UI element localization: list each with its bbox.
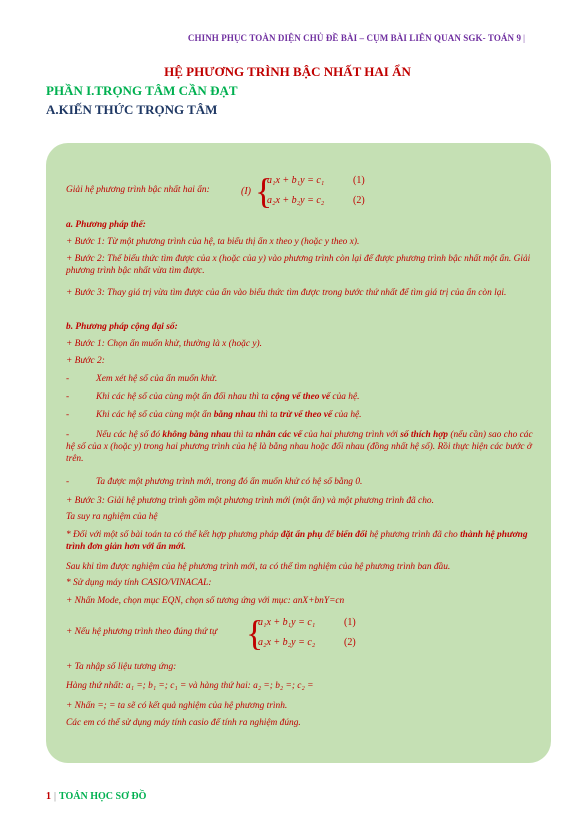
system-1-n1: (1) bbox=[353, 175, 365, 186]
footer-title: TOÁN HỌC SƠ ĐỒ bbox=[59, 791, 147, 802]
method-a-heading: a. Phương pháp thế: bbox=[66, 220, 146, 230]
dash-5: - bbox=[66, 477, 70, 487]
intro-text: Giải hệ phương trình bậc nhất hai ẩn: bbox=[66, 185, 210, 195]
running-header: CHINH PHỤC TOÀN DIỆN CHỦ ĐỀ BÀI – CỤM BÀI LIÊN QUAN SGK- TOÁN 9 | bbox=[187, 33, 525, 43]
method-b-detail-1: Xem xét hệ số của ẩn muốn khử. bbox=[96, 374, 218, 384]
system-2-n1: (1) bbox=[344, 617, 356, 628]
method-b-conclusion: Ta suy ra nghiệm của hệ bbox=[66, 512, 158, 522]
method-b-detail-3: Khi các hệ số của cùng một ẩn bằng nhau thì ta trừ vế theo vế của hệ. bbox=[96, 410, 362, 420]
method-b-step3: + Bước 3: Giải hệ phương trình gồm một phương trình mới (một ẩn) và một phương trình đã cho. bbox=[66, 496, 434, 506]
page-footer: 1 | TOÁN HỌC SƠ ĐỒ bbox=[46, 791, 147, 802]
dash-3: - bbox=[66, 410, 70, 420]
knowledge-box bbox=[46, 143, 551, 763]
method-a-step1: + Bước 1: Từ một phương trình của hệ, ta biểu thị ẩn x theo y (hoặc y theo x). bbox=[66, 237, 360, 247]
dash-4: - bbox=[66, 430, 70, 440]
note-result: Sau khi tìm được nghiệm của hệ phương trình mới, ta có thể tìm nghiệm của hệ phương trình ban đầu. bbox=[66, 562, 451, 572]
system-1-eq2: a₂x + b₂y = c₂ bbox=[267, 195, 325, 206]
casio-step-rows: Hàng thứ nhất: a₁ =; b₁ =; c₁ = và hàng thứ hai: a₂ =; b₂ =; c₂ = bbox=[66, 681, 314, 691]
system-1-eq1: a₁x + b₁y = c₁ bbox=[267, 175, 325, 186]
system-1-brace: { bbox=[255, 171, 273, 211]
casio-heading: * Sử dụng máy tính CASIO/VINACAL: bbox=[66, 578, 212, 588]
casio-step-input: + Ta nhập số liệu tương ứng: bbox=[66, 662, 177, 672]
system-2-n2: (2) bbox=[344, 637, 356, 648]
method-b-step2: + Bước 2: bbox=[66, 356, 105, 366]
method-a-step2: + Bước 2: Thế biểu thức tìm được của x (hoặc của y) vào phương trình còn lại để được phương trình bậc nhất một ẩn. Giải phương trình bậc nhất vừa tìm được. bbox=[66, 254, 531, 276]
system-1 bbox=[241, 171, 391, 213]
system-1-label: (I) bbox=[241, 186, 251, 197]
system-2-brace: { bbox=[246, 613, 264, 653]
casio-step-result: + Nhấn =; = ta sẽ có kết quả nghiệm của hệ phương trình. bbox=[66, 701, 288, 711]
section-heading: A.KIẾN THỨC TRỌNG TÂM bbox=[46, 102, 218, 117]
method-b-detail-5: Ta được một phương trình mới, trong đó ẩn muốn khử có hệ số bằng 0. bbox=[96, 477, 363, 487]
casio-closing: Các em có thể sử dụng máy tính casio để tính ra nghiệm đúng. bbox=[66, 718, 301, 728]
method-a-step3: + Bước 3: Thay giá trị vừa tìm được của ẩn vào biểu thức tìm được trong bước thứ nhất để tìm giá trị của ẩn còn lại. bbox=[66, 288, 507, 298]
casio-step-order: + Nếu hệ phương trình theo đúng thứ tự bbox=[66, 627, 218, 637]
casio-step-mode: + Nhấn Mode, chọn mục EQN, chọn số tương ứng với mục: anX+bnY=cn bbox=[66, 596, 345, 606]
system-2-eq1: a₁x + b₁y = c₁ bbox=[258, 617, 316, 628]
method-b-detail-4: Nếu các hệ số đó không bằng nhau thì ta nhân các vế của hai phương trình với số thích hợp (nếu cần) sao cho các hệ số của x (hoặc y) trong hai phương trình của hệ là bằng nhau hoặc đối nhau (đồng nhất hệ số). Rồi thực hiện các bước ở trên. bbox=[66, 430, 533, 464]
dash-1: - bbox=[66, 374, 70, 384]
system-1-n2: (2) bbox=[353, 195, 365, 206]
system-2-eq2: a₂x + b₂y = c₂ bbox=[258, 637, 316, 648]
method-b-heading: b. Phương pháp cộng đại số: bbox=[66, 322, 178, 332]
note-substitution: * Đối với một số bài toán ta có thể kết hợp phương pháp đặt ẩn phụ để biến đổi hệ phương trình đã cho thành hệ phương trình đơn giản hơn với ẩn mới. bbox=[66, 530, 528, 552]
method-b-step1: + Bước 1: Chọn ẩn muốn khử, thường là x (hoặc y). bbox=[66, 339, 262, 349]
method-b-detail-2: Khi các hệ số của cùng một ẩn đối nhau thì ta cộng vế theo vế của hệ. bbox=[96, 392, 360, 402]
page-number: 1 bbox=[46, 791, 51, 802]
part-heading: PHẦN I.TRỌNG TÂM CẦN ĐẠT bbox=[46, 83, 238, 98]
page-title: HỆ PHƯƠNG TRÌNH BẬC NHẤT HAI ẨN bbox=[164, 64, 411, 79]
system-2 bbox=[246, 613, 386, 655]
dash-2: - bbox=[66, 392, 70, 402]
